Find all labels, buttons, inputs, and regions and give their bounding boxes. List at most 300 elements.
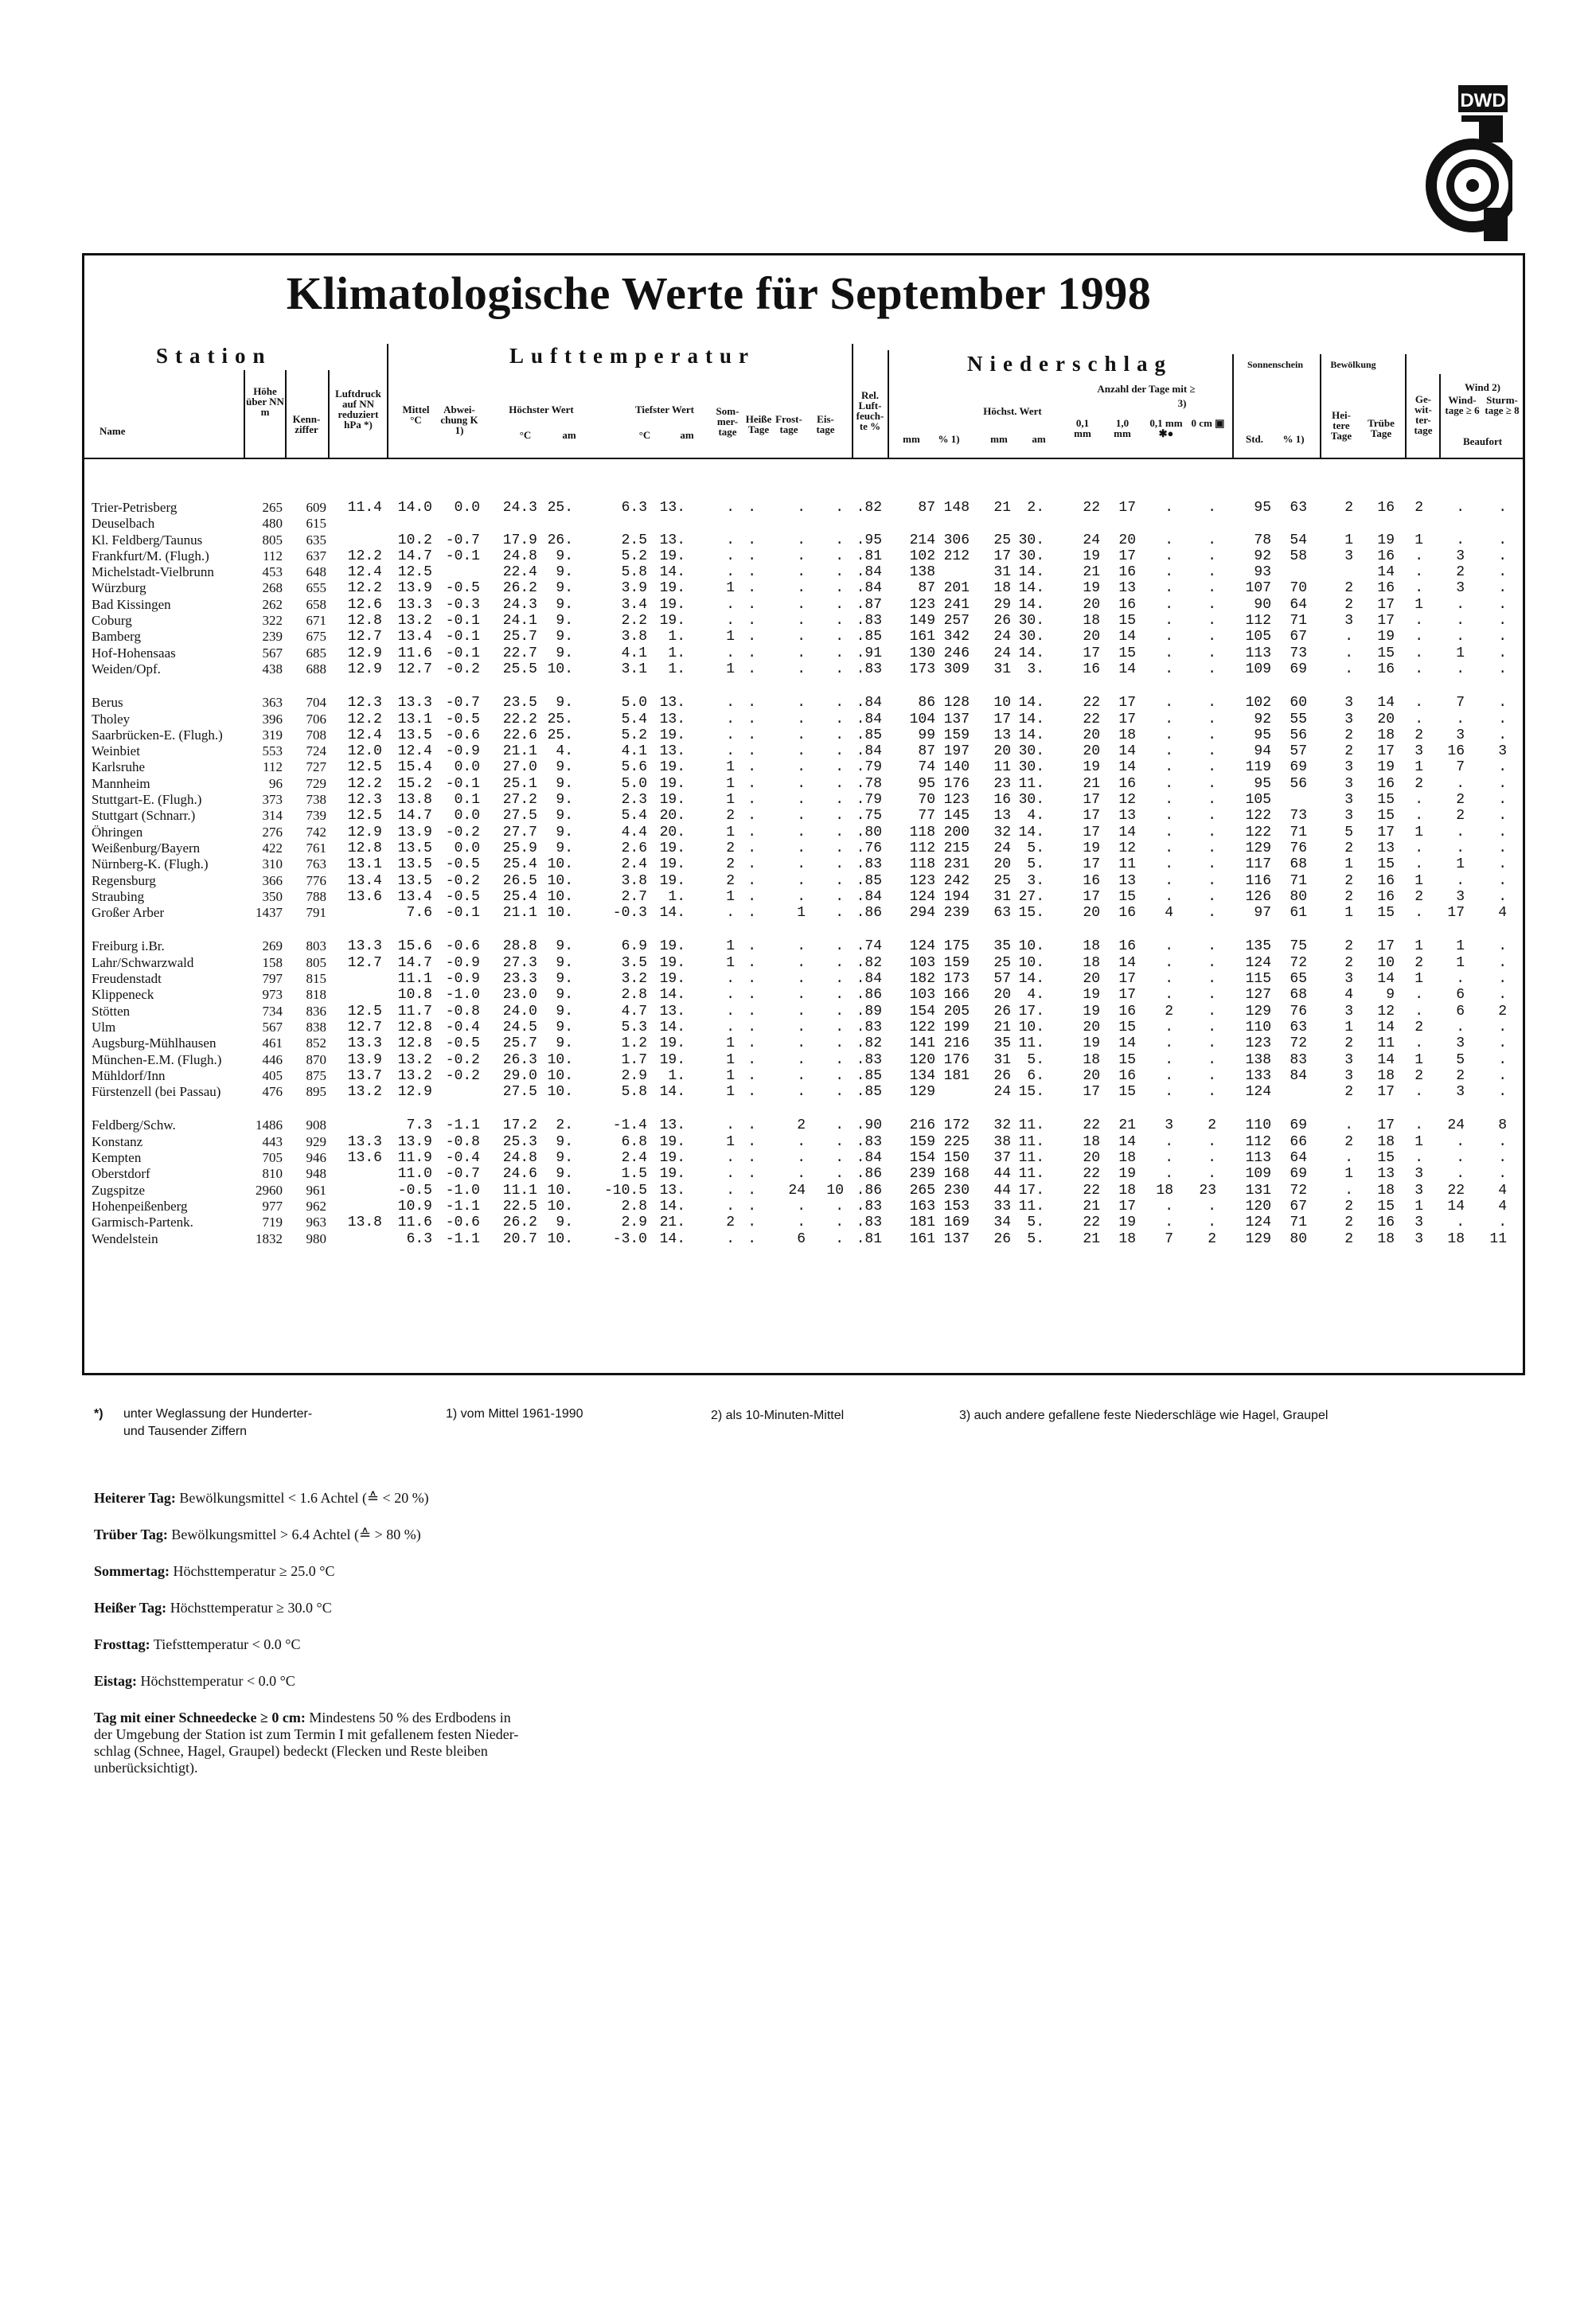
table-cell: 14. <box>1018 971 1044 987</box>
table-cell: . <box>1208 500 1216 516</box>
table-cell: 10. <box>547 856 573 872</box>
station-name: Deuselbach <box>92 516 155 531</box>
station-name: Großer Arber <box>92 905 165 920</box>
table-cell: 230 <box>943 1183 970 1199</box>
table-cell: 14. <box>659 564 685 580</box>
table-cell: . <box>1498 645 1507 661</box>
table-cell: 161 <box>909 1231 935 1247</box>
table-cell: 2 <box>1344 743 1353 759</box>
table-cell: . <box>835 856 844 872</box>
table-cell: 10 <box>826 1183 844 1199</box>
table-cell: .82 <box>856 500 882 516</box>
table-cell: 791 <box>306 905 326 920</box>
table-cell: 1 <box>726 776 735 792</box>
table-cell: 1 <box>1344 1020 1353 1035</box>
table-cell: 1437 <box>256 905 283 920</box>
table-cell: .80 <box>856 825 882 840</box>
table-cell: 123 <box>1245 1035 1271 1051</box>
table-cell: . <box>835 580 844 596</box>
table-cell: 14. <box>1018 564 1044 580</box>
table-cell: 14 <box>1118 955 1136 971</box>
table-cell: 172 <box>943 1117 970 1133</box>
table-cell: . <box>1165 580 1173 596</box>
table-cell: 182 <box>909 971 935 987</box>
table-cell: 129 <box>1245 1004 1271 1020</box>
table-cell: 0.0 <box>454 500 480 516</box>
table-cell: 15 <box>1377 792 1395 808</box>
table-cell: . <box>1498 1035 1507 1051</box>
table-cell: .85 <box>856 873 882 889</box>
station-name: Stötten <box>92 1004 131 1019</box>
table-cell: . <box>1208 645 1216 661</box>
table-cell: 875 <box>306 1068 326 1083</box>
table-cell: 15 <box>1377 808 1395 824</box>
table-cell: 96 <box>269 776 283 791</box>
table-cell: 265 <box>909 1183 935 1199</box>
table-cell: 2.2 <box>621 613 647 629</box>
table-cell: 25. <box>547 500 573 516</box>
table-cell: 11. <box>1018 776 1044 792</box>
table-cell: 15 <box>1118 889 1136 905</box>
table-cell: 18 <box>1156 1183 1173 1199</box>
table-cell: 9. <box>556 1215 573 1230</box>
table-cell: 13.1 <box>347 856 382 872</box>
table-cell: 54 <box>1290 532 1307 548</box>
table-cell: 92 <box>1254 712 1271 727</box>
table-cell: 17 <box>1118 695 1136 711</box>
table-cell: .85 <box>856 1068 882 1084</box>
table-cell: . <box>1165 987 1173 1003</box>
table-cell: 120 <box>909 1052 935 1068</box>
table-cell: 95 <box>1254 776 1271 792</box>
table-cell: -0.5 <box>445 889 480 905</box>
col-beaufort: Beaufort <box>1462 435 1503 447</box>
table-cell: 9. <box>556 645 573 661</box>
table-cell: 14. <box>659 905 685 921</box>
table-cell: . <box>747 1199 756 1215</box>
table-cell: 112 <box>1245 1134 1271 1150</box>
table-cell: 19. <box>659 1166 685 1182</box>
station-name: Mannheim <box>92 776 150 791</box>
table-cell: 21 <box>1083 1231 1100 1247</box>
table-cell: . <box>1208 597 1216 613</box>
table-cell: 25 <box>993 955 1011 971</box>
table-cell: . <box>1414 645 1423 661</box>
table-cell: 14.7 <box>397 955 432 971</box>
table-cell: 12.5 <box>397 564 432 580</box>
table-cell: 9. <box>556 987 573 1003</box>
table-cell: 422 <box>262 840 283 856</box>
table-cell: . <box>835 1134 844 1150</box>
table-cell: 10. <box>1018 1020 1044 1035</box>
table-cell: -0.2 <box>445 661 480 677</box>
table-cell: 453 <box>262 564 283 579</box>
table-cell: 10. <box>1018 955 1044 971</box>
table-cell: 0.0 <box>454 808 480 824</box>
table-cell: . <box>726 1231 735 1247</box>
col-eis: Eis- tage <box>816 413 835 435</box>
table-cell: 269 <box>262 938 283 953</box>
table-cell: 118 <box>909 825 935 840</box>
table-cell: . <box>1498 987 1507 1003</box>
table-cell: -0.5 <box>445 856 480 872</box>
table-cell: 1 <box>1414 873 1423 889</box>
table-cell: 11. <box>1018 1035 1044 1051</box>
table-cell: .90 <box>856 1117 882 1133</box>
table-cell: 21 <box>1083 1199 1100 1215</box>
table-cell: .91 <box>856 645 882 661</box>
table-cell: 9. <box>556 776 573 792</box>
table-cell: 9. <box>556 613 573 629</box>
table-cell: 25.7 <box>502 1035 537 1051</box>
table-cell: 149 <box>909 613 935 629</box>
table-cell: 118 <box>909 856 935 872</box>
table-cell: 19. <box>659 1150 685 1166</box>
table-cell: 71 <box>1290 825 1307 840</box>
table-cell: 24.0 <box>502 1004 537 1020</box>
table-cell: 33 <box>993 1199 1011 1215</box>
table-cell: 24.3 <box>502 597 537 613</box>
table-cell: 2 <box>1344 873 1353 889</box>
table-cell: 18 <box>1083 1052 1100 1068</box>
table-cell: 1 <box>1456 955 1465 971</box>
table-cell: . <box>797 613 806 629</box>
table-cell: . <box>747 955 756 971</box>
table-cell: 2 <box>1344 889 1353 905</box>
station-name: Trier-Petrisberg <box>92 500 178 515</box>
table-cell: 2 <box>1344 1035 1353 1051</box>
table-cell: 14. <box>1018 712 1044 727</box>
table-cell: . <box>726 1183 735 1199</box>
def-trueb: Trüber Tag: Bewölkungsmittel > 6.4 Achtel (≙ > 80 %) <box>94 1527 421 1542</box>
table-cell: . <box>1165 840 1173 856</box>
table-cell: 12.8 <box>347 613 382 629</box>
table-cell: 655 <box>306 580 326 595</box>
table-cell: 11. <box>1018 1117 1044 1133</box>
table-cell: . <box>726 727 735 743</box>
table-cell: 363 <box>262 695 283 710</box>
table-cell: 314 <box>262 808 283 823</box>
table-cell: 242 <box>943 873 970 889</box>
table-cell: 2.5 <box>621 532 647 548</box>
table-cell: -0.8 <box>445 1004 480 1020</box>
table-cell: . <box>726 695 735 711</box>
table-cell: . <box>747 840 756 856</box>
table-cell: . <box>1414 905 1423 921</box>
col-tiefst-c: °C <box>638 429 651 441</box>
table-cell: 9. <box>556 1035 573 1051</box>
table-cell: 658 <box>306 597 326 612</box>
table-cell: 137 <box>943 1231 970 1247</box>
col-hoechst-am: am <box>562 429 576 441</box>
table-cell: 1 <box>797 905 806 921</box>
table-cell: . <box>1498 938 1507 954</box>
table-cell: . <box>726 1004 735 1020</box>
page-title: Klimatologische Werte für September 1998 <box>286 267 1152 319</box>
table-cell: 729 <box>306 776 326 791</box>
table-cell: 12.7 <box>347 1020 382 1035</box>
table-cell: .84 <box>856 564 882 580</box>
table-cell: 373 <box>262 792 283 807</box>
table-cell: 17 <box>1083 645 1100 661</box>
table-cell: 1 <box>726 825 735 840</box>
table-cell: 609 <box>306 500 326 515</box>
table-cell: 65 <box>1290 971 1307 987</box>
table-cell: 13.9 <box>397 1134 432 1150</box>
table-cell: 2 <box>726 873 735 889</box>
table-cell: -0.4 <box>445 1150 480 1166</box>
table-cell: 158 <box>262 955 283 970</box>
table-cell: 5. <box>1027 856 1044 872</box>
table-cell: 9. <box>556 955 573 971</box>
table-cell: 199 <box>943 1020 970 1035</box>
table-cell: 20.7 <box>502 1231 537 1247</box>
table-cell: 56 <box>1290 727 1307 743</box>
table-cell: 3 <box>1165 1117 1173 1133</box>
col-hoechster: Höchster Wert <box>509 404 574 415</box>
table-cell: 13.5 <box>397 840 432 856</box>
table-cell: . <box>1498 971 1507 987</box>
table-cell: 97 <box>1254 905 1271 921</box>
table-cell: . <box>1165 629 1173 645</box>
table-cell: 648 <box>306 564 326 579</box>
col-hoechst-c: °C <box>519 429 532 441</box>
table-cell: . <box>1456 1020 1465 1035</box>
table-cell: . <box>835 987 844 1003</box>
table-cell: 124 <box>1245 1084 1271 1100</box>
table-cell: 17 <box>1118 987 1136 1003</box>
table-cell: 5.0 <box>621 776 647 792</box>
table-cell: . <box>1165 597 1173 613</box>
table-cell: 27.3 <box>502 955 537 971</box>
station-name: Weißenburg/Bayern <box>92 840 201 856</box>
table-cell: 1 <box>726 938 735 954</box>
table-cell: -0.4 <box>445 1020 480 1035</box>
table-cell: . <box>1456 597 1465 613</box>
table-cell: 2.9 <box>621 1215 647 1230</box>
table-cell: 11 <box>1377 1035 1395 1051</box>
table-cell: 24.8 <box>502 1150 537 1166</box>
table-cell: 19. <box>659 873 685 889</box>
table-cell: 706 <box>306 712 326 727</box>
table-cell: . <box>1165 695 1173 711</box>
table-cell: . <box>747 1004 756 1020</box>
table-cell: 24 <box>1083 532 1100 548</box>
table-cell: 9. <box>556 1134 573 1150</box>
table-cell: 116 <box>1245 873 1271 889</box>
table-cell: -1.1 <box>445 1199 480 1215</box>
table-cell: 0.0 <box>454 759 480 775</box>
table-cell: 3 <box>1456 548 1465 564</box>
table-cell: 9. <box>556 938 573 954</box>
table-cell: 14 <box>1118 661 1136 677</box>
table-cell: . <box>1498 580 1507 596</box>
table-cell: 19. <box>659 971 685 987</box>
table-cell: 20 <box>993 743 1011 759</box>
table-cell: 20 <box>1083 1068 1100 1084</box>
table-cell: . <box>1208 808 1216 824</box>
table-cell: 5.2 <box>621 548 647 564</box>
table-cell: 18 <box>1118 1183 1136 1199</box>
table-cell: . <box>835 727 844 743</box>
table-cell: 4.7 <box>621 1004 647 1020</box>
table-cell: . <box>797 1150 806 1166</box>
table-cell: 13. <box>659 743 685 759</box>
table-cell: 350 <box>262 889 283 904</box>
table-cell: 13. <box>659 1117 685 1133</box>
table-cell: 12.7 <box>347 629 382 645</box>
station-name: Würzburg <box>92 580 146 595</box>
table-cell: 12.7 <box>397 661 432 677</box>
table-cell: 239 <box>909 1166 935 1182</box>
table-cell: . <box>797 1166 806 1182</box>
table-cell: 734 <box>262 1004 283 1019</box>
group-lufttemperatur: Lufttemperatur <box>509 344 755 368</box>
table-cell: 3.1 <box>621 661 647 677</box>
table-cell: 93 <box>1254 564 1271 580</box>
table-cell: 63 <box>993 905 1011 921</box>
table-cell: 3 <box>1344 971 1353 987</box>
table-cell: 4. <box>556 743 573 759</box>
table-cell: 18 <box>1377 1068 1395 1084</box>
table-cell: 2 <box>1344 938 1353 954</box>
table-cell: . <box>1208 661 1216 677</box>
table-cell: 16 <box>1377 580 1395 596</box>
table-cell: 12.3 <box>347 695 382 711</box>
table-cell: 2 <box>1456 808 1465 824</box>
table-cell: -0.1 <box>445 905 480 921</box>
table-cell: 294 <box>909 905 935 921</box>
table-cell: 159 <box>909 1134 935 1150</box>
table-cell: . <box>1498 1020 1507 1035</box>
table-cell: 18 <box>1377 1183 1395 1199</box>
table-cell: 14 <box>1377 564 1395 580</box>
table-cell: 21. <box>659 1215 685 1230</box>
table-cell: . <box>797 971 806 987</box>
table-cell: . <box>1498 873 1507 889</box>
table-cell: 17.2 <box>502 1117 537 1133</box>
table-cell: 3 <box>1414 1166 1423 1182</box>
table-cell: -0.6 <box>445 727 480 743</box>
table-cell: . <box>1498 661 1507 677</box>
table-cell: 86 <box>918 695 935 711</box>
table-cell: 61 <box>1290 905 1307 921</box>
table-cell: . <box>1208 1052 1216 1068</box>
table-cell: 16 <box>1377 776 1395 792</box>
table-cell: . <box>797 889 806 905</box>
table-cell: 776 <box>306 873 326 888</box>
table-cell: -0.3 <box>612 905 647 921</box>
table-cell: -0.2 <box>445 825 480 840</box>
table-cell: . <box>747 564 756 580</box>
table-cell: 6.3 <box>406 1231 432 1247</box>
table-cell: 306 <box>943 532 970 548</box>
table-cell: 3 <box>1344 613 1353 629</box>
table-cell: 31 <box>993 889 1011 905</box>
table-cell: . <box>1208 1004 1216 1020</box>
table-cell: . <box>726 971 735 987</box>
table-cell: -1.0 <box>445 1183 480 1199</box>
table-cell: 2.7 <box>621 889 647 905</box>
table-cell: 23.0 <box>502 987 537 1003</box>
table-cell: . <box>1498 1150 1507 1166</box>
table-cell: 124 <box>1245 955 1271 971</box>
table-cell: 3 <box>1456 727 1465 743</box>
table-cell: 16 <box>1118 564 1136 580</box>
table-cell: . <box>747 1035 756 1051</box>
table-cell: 3 <box>1456 1035 1465 1051</box>
table-cell: 1 <box>1344 1166 1353 1182</box>
table-cell: 31 <box>993 564 1011 580</box>
table-cell: 124 <box>1245 1215 1271 1230</box>
table-cell: 1 <box>1344 905 1353 921</box>
table-cell: 708 <box>306 727 326 743</box>
table-cell: 94 <box>1254 743 1271 759</box>
table-cell: 18 <box>1118 1150 1136 1166</box>
table-cell: . <box>835 500 844 516</box>
table-cell: . <box>835 1084 844 1100</box>
table-cell: 28.8 <box>502 938 537 954</box>
table-cell: 17 <box>1377 825 1395 840</box>
table-cell: 4 <box>1165 905 1173 921</box>
table-cell: 3 <box>1344 792 1353 808</box>
group-sonnenschein: Sonnenschein <box>1247 359 1304 370</box>
table-cell: . <box>1208 564 1216 580</box>
station-name: Zugspitze <box>92 1183 146 1198</box>
table-cell: . <box>835 792 844 808</box>
table-cell: . <box>747 825 756 840</box>
table-cell: 3.4 <box>621 597 647 613</box>
table-cell: 16 <box>1377 889 1395 905</box>
table-cell: 797 <box>262 971 283 986</box>
table-cell: . <box>747 971 756 987</box>
table-cell: 112 <box>1245 613 1271 629</box>
table-cell: 9. <box>556 629 573 645</box>
table-cell: 476 <box>262 1084 283 1099</box>
table-cell: . <box>835 532 844 548</box>
table-cell: 12.8 <box>347 840 382 856</box>
table-cell: 13.4 <box>397 889 432 905</box>
table-cell: . <box>835 1020 844 1035</box>
table-cell: . <box>1165 955 1173 971</box>
table-cell: 30. <box>1018 532 1044 548</box>
table-cell: 675 <box>306 629 326 644</box>
table-cell: 11.6 <box>397 1215 432 1230</box>
table-cell: 7.6 <box>406 905 432 921</box>
table-cell: .87 <box>856 597 882 613</box>
table-cell: 13.3 <box>397 597 432 613</box>
table-cell: .83 <box>856 856 882 872</box>
table-cell: 17. <box>1018 1183 1044 1199</box>
table-cell: . <box>1165 971 1173 987</box>
def-frosttag: Frosttag: Tiefsttemperatur < 0.0 °C <box>94 1636 301 1652</box>
table-cell: . <box>1498 1068 1507 1084</box>
table-cell: 129 <box>909 1084 935 1100</box>
table-cell: 2 <box>1414 1068 1423 1084</box>
table-cell: . <box>1208 712 1216 727</box>
table-cell: 567 <box>262 1020 283 1035</box>
table-cell: . <box>835 905 844 921</box>
table-cell: 22 <box>1083 1215 1100 1230</box>
table-cell: 2 <box>1414 500 1423 516</box>
table-cell: 24.8 <box>502 548 537 564</box>
table-cell: 18 <box>1083 955 1100 971</box>
table-cell: . <box>835 808 844 824</box>
table-cell: 201 <box>943 580 970 596</box>
table-cell: 13.2 <box>347 1084 382 1100</box>
table-cell: .86 <box>856 987 882 1003</box>
table-cell: . <box>1208 856 1216 872</box>
